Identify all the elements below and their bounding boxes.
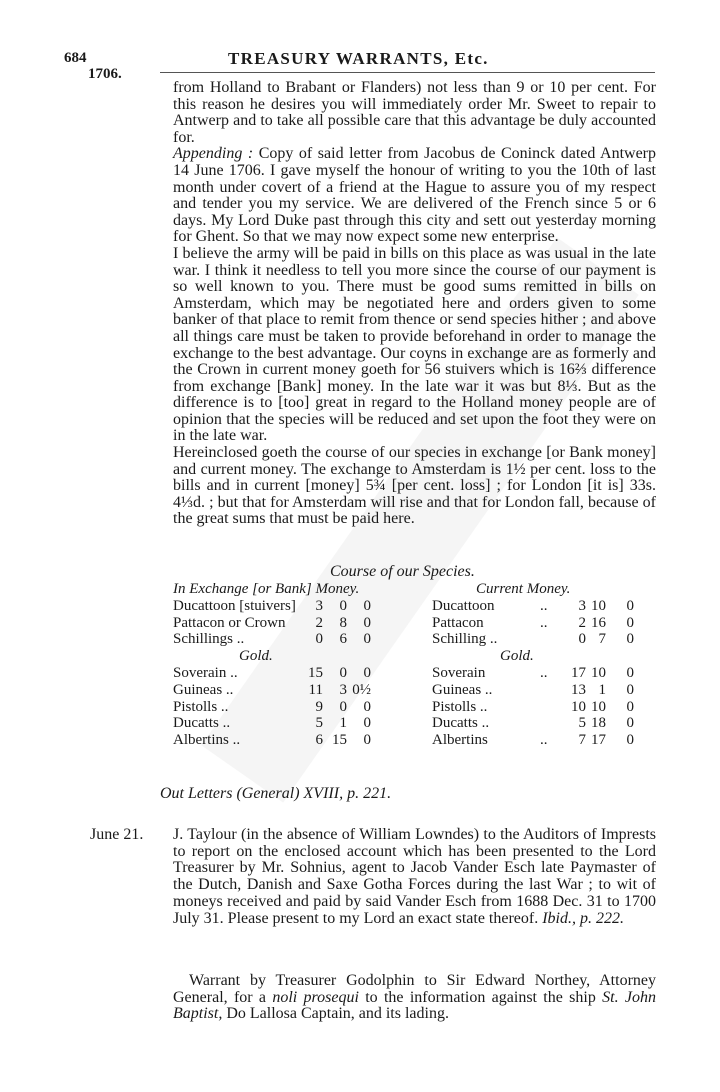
paragraph-exchange: Hereinclosed goeth the course of our species in exchange [or Bank money] and current money. The exchange to Amsterdam is 1½ per cent. loss to the bills and in current [money] 5¾ [per cent. loss] ; for London [it is] 33s. 4⅓d. ; but that for Amsterdam will rise and that for London fall, because of the great sums that must be paid here. — [173, 444, 656, 528]
cell-name: Pistolls .. — [173, 698, 229, 715]
table-row — [173, 715, 405, 732]
cell-b: 10 — [591, 597, 606, 614]
paragraph-continuation: from Holland to Brabant or Flanders) not less than 9 or 10 per cent. For this reason he desires you will immediately order Mr. Sweet to repair to Antwerp and to take all possible care that this advantage be duly accounted for. — [173, 79, 656, 146]
cell-b: 0 — [339, 664, 347, 681]
cell-b: 10 — [591, 664, 606, 681]
cell-c: 0 — [626, 715, 634, 732]
table-row — [432, 615, 657, 632]
cell-a: 3 — [578, 597, 586, 614]
cell-name: Soverain — [432, 664, 486, 681]
warrant-noli: noli prosequi — [272, 988, 359, 1006]
cell-c: 0 — [363, 597, 371, 614]
cell-b: 0 — [339, 698, 347, 715]
table-row — [173, 631, 405, 648]
cell-a: 13 — [571, 681, 586, 698]
table-row — [432, 715, 657, 732]
cell-c: 0 — [626, 664, 634, 681]
current-gold-rows — [432, 665, 657, 749]
table-row — [432, 682, 657, 699]
cell-c: 0 — [363, 631, 371, 648]
cell-c: 0 — [626, 698, 634, 715]
cell-b: 1 — [339, 715, 347, 732]
cell-a: 5 — [315, 715, 323, 732]
cell-name: Guineas .. — [432, 681, 493, 698]
cell-c: 0 — [626, 732, 634, 749]
appending-label: Appending : — [173, 145, 254, 163]
margin-year: 1706. — [88, 66, 122, 82]
cell-name: Pistolls .. — [432, 698, 488, 715]
cell-name: Albertins — [432, 732, 488, 749]
current-gold-heading: Gold. — [500, 648, 534, 665]
cell-name: Pattacon — [432, 614, 484, 631]
cell-name: Ducattoon — [432, 597, 495, 614]
cell-a: 7 — [578, 732, 586, 749]
page-number: 684 — [64, 50, 87, 66]
table-row — [173, 732, 405, 749]
letter-body — [173, 80, 656, 528]
paragraph-army: I believe the army will be paid in bills on this place as was usual in the late war. I think it needless to tell you more since the course of our payment is so well known to you. There must be good sums remitted in bills on Amsterdam, which may be negotiated here and orders given to some banker of that place to remit from thence or send species hither ; and above all things care must be taken to provide beforehand in order to manage the exchange to the best advantage. Our coyns in exchange are as formerly and the Crown in current money goeth for 56 stuivers which is 16⅔ difference from exchange [Bank] money. In the late war it was but 8⅓. But as the difference is to [too] great in regard to the Holland money people are of opinion that the species will be reduced and set upon the foot they were on in the late war. — [173, 244, 656, 445]
warrant-ship: St. John Baptist, — [173, 988, 657, 1023]
entry-taylour-ref: Ibid., p. 222. — [542, 909, 624, 927]
cell-b: 17 — [591, 732, 606, 749]
exchange-gold-rows — [173, 665, 405, 749]
cell-name: Ducattoon [stuivers] — [173, 597, 296, 614]
cell-name: Albertins .. — [173, 732, 241, 749]
current-heading: Current Money. — [476, 581, 571, 597]
paragraph-appending — [173, 146, 656, 246]
cell-a: 2 — [578, 614, 586, 631]
cell-c: 0 — [363, 698, 371, 715]
cell-name: Guineas .. — [173, 681, 234, 698]
cell-b: 1 — [598, 681, 606, 698]
cell-a: 11 — [308, 681, 323, 698]
warrant-text-c: Do Lallosa Captain, and its lading. — [222, 1005, 449, 1023]
table-row — [432, 732, 657, 749]
cell-name: Ducatts .. — [432, 715, 490, 732]
cell-b: 10 — [591, 698, 606, 715]
table-row — [432, 598, 657, 615]
table-row — [432, 699, 657, 716]
cell-a: 6 — [315, 732, 323, 749]
table-row — [173, 598, 405, 615]
warrant-text-b: to the information against the ship — [358, 988, 603, 1006]
cell-name: Schilling .. — [432, 631, 498, 648]
cell-b: 6 — [339, 631, 347, 648]
cell-b: 18 — [591, 715, 606, 732]
cell-b: 16 — [591, 614, 606, 631]
cell-c: 0 — [626, 597, 634, 614]
cell-c: 0 — [626, 614, 634, 631]
entry-warrant — [173, 973, 656, 1023]
table-title: Course of our Species. — [330, 563, 475, 580]
table-row — [432, 665, 657, 682]
current-silver-rows — [432, 598, 657, 648]
cell-c: 0 — [363, 732, 371, 749]
table-row — [173, 682, 405, 699]
table-row — [173, 665, 405, 682]
appending-text: Copy of said letter from Jacobus de Coninck dated Antwerp 14 June 1706. I gave myself the honour of writing to you the 10th of last month under covert of a friend at the Hague to assure you of my respect and tender you my service. We are delivered of the French since 5 or 6 days. My Lord Duke past through this city and sett out yesterday morning for Ghent. So that we may now expect some new enterprise. — [173, 145, 656, 246]
exchange-gold-heading: Gold. — [239, 648, 273, 665]
exchange-money-table — [173, 581, 405, 749]
cell-b: 15 — [332, 732, 347, 749]
cell-dots: .. — [540, 597, 548, 614]
table-row — [173, 615, 405, 632]
cell-c: 0 — [363, 664, 371, 681]
cell-b: 7 — [598, 631, 606, 648]
cell-name: Pattacon or Crown — [173, 614, 286, 631]
cell-name: Soverain .. — [173, 664, 238, 681]
cell-c: 0 — [626, 631, 634, 648]
exchange-silver-rows — [173, 598, 405, 648]
entry-taylour — [173, 827, 656, 927]
cell-a: 2 — [315, 614, 323, 631]
cell-a: 3 — [315, 597, 323, 614]
source-reference: Out Letters (General) XVIII, p. 221. — [160, 785, 392, 802]
cell-c: 0½ — [352, 681, 371, 698]
current-money-table — [432, 581, 657, 749]
entry-taylour-text: J. Taylour (in the absence of William Lowndes) to the Auditors of Imprests to report on the enclosed account which has been presented to the Lord Treasurer by Mr. Sohnius, agent to Jacob Vander Esch late Paymaster of the Dutch, Danish and Saxe Gotha Forces during the last War ; to wit of moneys received and paid by said Vander Esch from 1688 Dec. 31 to 1700 July 31. Please present to my Lord an exact state thereof. — [173, 826, 656, 927]
cell-c: 0 — [626, 681, 634, 698]
running-head: TREASURY WARRANTS, Etc. — [228, 49, 489, 68]
cell-dots: .. — [540, 732, 548, 749]
cell-a: 5 — [578, 715, 586, 732]
warrant-text-a: Warrant by Treasurer Godolphin to Sir Edward Northey, Attorney General, for a — [173, 972, 656, 1006]
exchange-heading: In Exchange [or Bank] Money. — [173, 581, 360, 597]
table-row — [432, 631, 657, 648]
cell-a: 0 — [578, 631, 586, 648]
entry-date: June 21. — [90, 826, 144, 843]
cell-dots: .. — [540, 614, 548, 631]
cell-a: 15 — [308, 664, 323, 681]
cell-a: 17 — [571, 664, 586, 681]
cell-b: 3 — [339, 681, 347, 698]
cell-name: Schillings .. — [173, 631, 245, 648]
cell-a: 10 — [571, 698, 586, 715]
cell-b: 8 — [339, 614, 347, 631]
cell-b: 0 — [339, 597, 347, 614]
cell-c: 0 — [363, 614, 371, 631]
table-row — [173, 699, 405, 716]
cell-a: 0 — [315, 631, 323, 648]
cell-a: 9 — [315, 698, 323, 715]
header-rule — [160, 72, 655, 73]
cell-name: Ducatts .. — [173, 715, 231, 732]
cell-dots: .. — [540, 664, 548, 681]
cell-c: 0 — [363, 715, 371, 732]
